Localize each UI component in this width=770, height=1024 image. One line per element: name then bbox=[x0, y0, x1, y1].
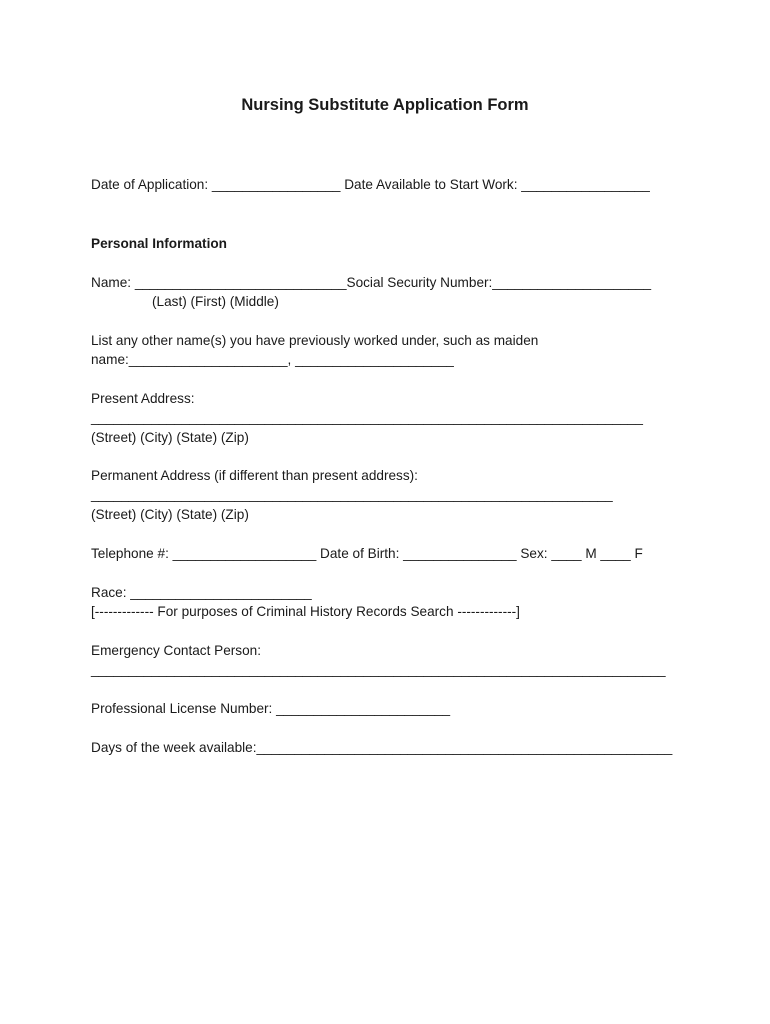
other-names-prompt: List any other name(s) you have previously worked under, such as maiden bbox=[91, 333, 539, 348]
professional-license-field[interactable]: Professional License Number: _______________________ bbox=[91, 701, 450, 716]
permanent-address-sublabel: (Street) (City) (State) (Zip) bbox=[91, 507, 249, 522]
personal-information-heading: Personal Information bbox=[91, 236, 227, 251]
application-dates-field[interactable]: Date of Application: _________________ Date Available to Start Work: _________________ bbox=[91, 177, 650, 192]
present-address-field[interactable]: _________________________________________________________________________ bbox=[91, 410, 643, 425]
telephone-dob-sex-field[interactable]: Telephone #: ___________________ Date of Birth: _______________ Sex: ____ M ____ F bbox=[91, 546, 643, 561]
other-names-field[interactable]: name:_____________________, _____________________ bbox=[91, 352, 454, 367]
emergency-contact-field[interactable]: ____________________________________________________________________________ bbox=[91, 662, 666, 677]
race-note: [------------- For purposes of Criminal History Records Search -------------] bbox=[91, 604, 520, 619]
name-sublabel: (Last) (First) (Middle) bbox=[152, 294, 279, 309]
days-available-field[interactable]: Days of the week available:_______________________________________________________ bbox=[91, 740, 673, 755]
race-field[interactable]: Race: ________________________ bbox=[91, 585, 312, 600]
present-address-sublabel: (Street) (City) (State) (Zip) bbox=[91, 430, 249, 445]
form-title: Nursing Substitute Application Form bbox=[241, 96, 529, 114]
permanent-address-field[interactable]: _____________________________________________________________________ bbox=[91, 487, 613, 502]
permanent-address-label: Permanent Address (if different than present address): bbox=[91, 468, 418, 483]
present-address-label: Present Address: bbox=[91, 391, 195, 406]
name-ssn-field[interactable]: Name: ____________________________Social Security Number:_____________________ bbox=[91, 275, 652, 290]
emergency-contact-label: Emergency Contact Person: bbox=[91, 643, 262, 658]
